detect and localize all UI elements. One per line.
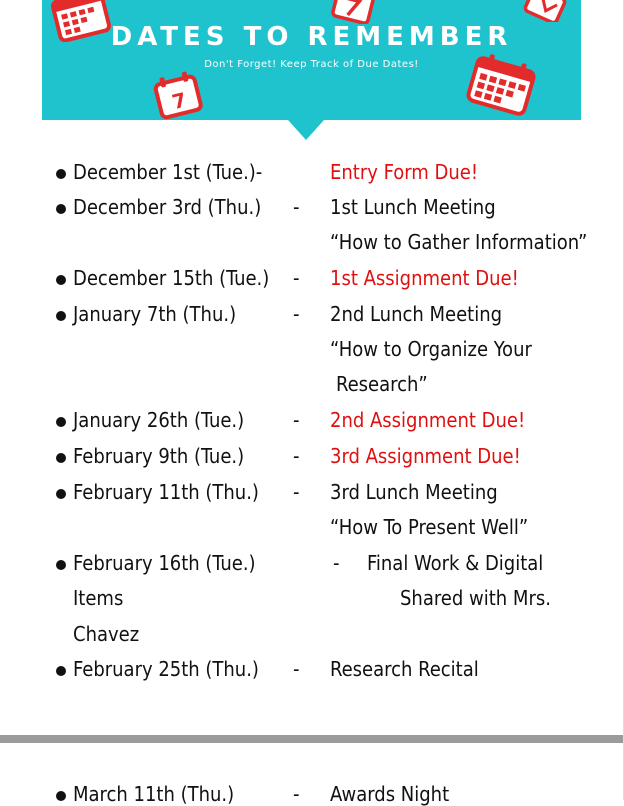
event-separator: - bbox=[293, 782, 300, 806]
event-date: February 11th (Thu.) bbox=[73, 480, 259, 504]
page-title: DATES TO REMEMBER bbox=[110, 22, 513, 52]
event-date: February 16th (Tue.) bbox=[73, 551, 256, 575]
event-date: December 3rd (Thu.) bbox=[73, 195, 262, 219]
event-title: 2nd Assignment Due! bbox=[330, 408, 526, 432]
bullet-icon bbox=[56, 204, 66, 214]
event-date-detail: Chavez bbox=[73, 622, 140, 646]
bullet-icon bbox=[56, 275, 66, 285]
event-title: 2nd Lunch Meeting bbox=[330, 302, 503, 326]
bullet-icon bbox=[56, 666, 66, 676]
event-detail: Shared with Mrs. bbox=[400, 586, 551, 610]
page-subtitle: Don't Forget! Keep Track of Due Dates! bbox=[204, 59, 419, 70]
bullet-icon bbox=[56, 417, 66, 427]
event-date: February 25th (Thu.) bbox=[73, 657, 259, 681]
event-separator: - bbox=[293, 408, 300, 432]
bullet-icon bbox=[56, 311, 66, 321]
event-date: January 7th (Thu.) bbox=[73, 302, 237, 326]
event-detail: “How to Organize Your bbox=[330, 337, 532, 361]
event-detail: “How to Gather Information” bbox=[330, 230, 588, 254]
event-separator: - bbox=[293, 657, 300, 681]
event-title: 1st Lunch Meeting bbox=[330, 195, 496, 219]
event-title: Final Work & Digital bbox=[367, 551, 544, 575]
bullet-icon bbox=[56, 560, 66, 570]
bullet-icon bbox=[56, 489, 66, 499]
event-title: Awards Night bbox=[330, 782, 450, 806]
bullet-icon bbox=[56, 169, 66, 179]
event-date: February 9th (Tue.) bbox=[73, 444, 245, 468]
event-title: 3rd Assignment Due! bbox=[330, 444, 521, 468]
event-title: Research Recital bbox=[330, 657, 479, 681]
event-separator: - bbox=[293, 302, 300, 326]
page-divider bbox=[0, 735, 624, 743]
event-date: December 15th (Tue.) bbox=[73, 266, 270, 290]
event-detail: Research” bbox=[336, 372, 428, 396]
event-title: 3rd Lunch Meeting bbox=[330, 480, 498, 504]
event-separator: - bbox=[293, 195, 300, 219]
event-date: December 1st (Tue.)- bbox=[73, 160, 263, 184]
event-date-detail: Items bbox=[73, 586, 124, 610]
event-detail: “How To Present Well” bbox=[330, 515, 529, 539]
event-title: Entry Form Due! bbox=[330, 160, 479, 184]
event-separator: - bbox=[333, 551, 340, 575]
calendar-day-number: 7 bbox=[169, 87, 189, 115]
event-date: January 26th (Tue.) bbox=[73, 408, 245, 432]
event-separator: - bbox=[293, 444, 300, 468]
event-date: March 11th (Thu.) bbox=[73, 782, 235, 806]
event-title: 1st Assignment Due! bbox=[330, 266, 519, 290]
bullet-icon bbox=[56, 453, 66, 463]
event-separator: - bbox=[293, 480, 300, 504]
event-separator: - bbox=[293, 266, 300, 290]
